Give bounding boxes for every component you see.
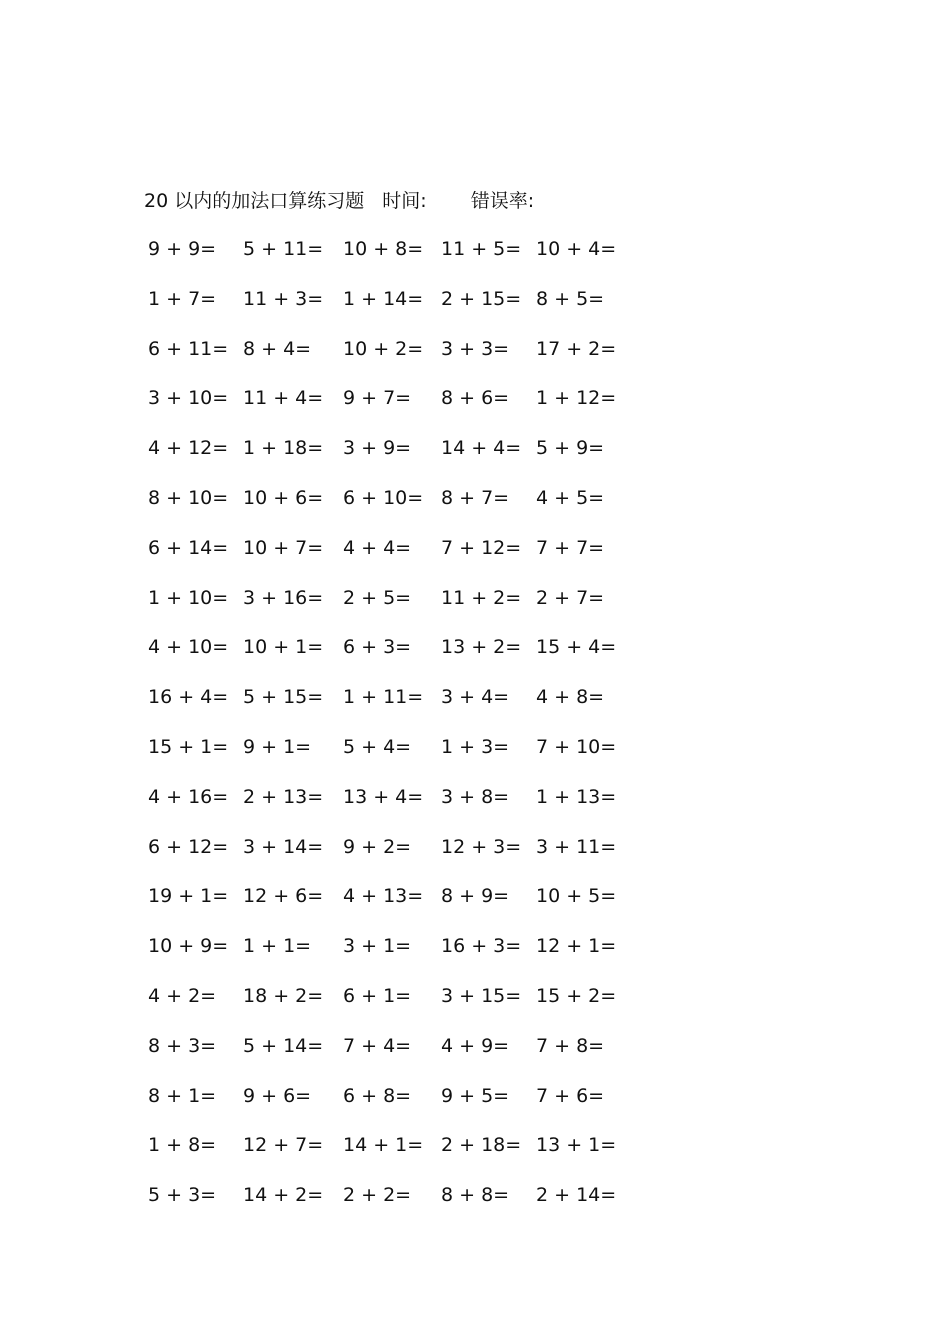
addition-problem: 10 + 4=	[536, 238, 617, 260]
addition-problem: 1 + 18=	[243, 437, 324, 460]
problem-row	[148, 632, 628, 682]
problem-row	[148, 483, 628, 533]
addition-problem: 8 + 7=	[441, 486, 510, 509]
addition-problem: 4 + 13=	[343, 885, 424, 908]
addition-problem: 4 + 10=	[148, 636, 229, 659]
addition-problem: 13 + 2=	[441, 636, 522, 659]
problem-row	[148, 682, 628, 732]
addition-problem: 8 + 8=	[441, 1184, 510, 1207]
addition-problem: 2 + 5=	[343, 586, 412, 609]
addition-problem: 2 + 15=	[441, 287, 522, 310]
addition-problem: 1 + 3=	[441, 735, 510, 758]
time-label: 时间:	[382, 190, 427, 212]
problem-row	[148, 981, 628, 1031]
addition-problem: 1 + 11=	[343, 686, 424, 709]
problem-row	[148, 1130, 628, 1180]
addition-problem: 3 + 9=	[343, 437, 412, 460]
addition-problem: 9 + 7=	[343, 387, 412, 410]
addition-problem: 5 + 3=	[148, 1184, 217, 1207]
addition-problem: 3 + 1=	[343, 935, 412, 958]
addition-problem: 8 + 10=	[148, 486, 229, 509]
problem-row	[148, 832, 628, 882]
problem-grid	[148, 234, 628, 1230]
addition-problem: 17 + 2=	[536, 337, 617, 360]
addition-problem: 15 + 2=	[536, 984, 617, 1007]
addition-problem: 2 + 7=	[536, 586, 605, 609]
addition-problem: 6 + 10=	[343, 486, 424, 509]
addition-problem: 3 + 10=	[148, 387, 229, 410]
worksheet-header	[144, 186, 534, 216]
addition-problem: 6 + 11=	[148, 337, 229, 360]
addition-problem: 2 + 14=	[536, 1184, 617, 1207]
problem-row	[148, 433, 628, 483]
addition-problem: 4 + 8=	[536, 686, 605, 709]
addition-problem: 2 + 18=	[441, 1134, 522, 1157]
addition-problem: 2 + 2=	[343, 1184, 412, 1207]
addition-problem: 14 + 1=	[343, 1134, 424, 1157]
addition-problem: 4 + 9=	[441, 1034, 510, 1057]
addition-problem: 9 + 9=	[148, 238, 217, 260]
addition-problem: 5 + 15=	[243, 686, 324, 709]
addition-problem: 8 + 9=	[441, 885, 510, 908]
addition-problem: 13 + 1=	[536, 1134, 617, 1157]
problem-row	[148, 1081, 628, 1131]
addition-problem: 10 + 6=	[243, 486, 324, 509]
addition-problem: 15 + 1=	[148, 735, 229, 758]
error-rate-label: 错误率:	[470, 190, 535, 212]
addition-problem: 8 + 3=	[148, 1034, 217, 1057]
worksheet-title: 20 以内的加法口算练习题	[144, 190, 365, 212]
addition-problem: 14 + 4=	[441, 437, 522, 460]
addition-problem: 11 + 2=	[441, 586, 522, 609]
addition-problem: 16 + 4=	[148, 686, 229, 709]
addition-problem: 16 + 3=	[441, 935, 522, 958]
addition-problem: 9 + 2=	[343, 835, 412, 858]
addition-problem: 1 + 7=	[148, 287, 217, 310]
addition-problem: 7 + 8=	[536, 1034, 605, 1057]
addition-problem: 9 + 6=	[243, 1084, 312, 1107]
addition-problem: 3 + 15=	[441, 984, 522, 1007]
addition-problem: 1 + 10=	[148, 586, 229, 609]
problem-row	[148, 533, 628, 583]
problem-row	[148, 383, 628, 433]
addition-problem: 5 + 9=	[536, 437, 605, 460]
addition-problem: 6 + 12=	[148, 835, 229, 858]
problem-row	[148, 782, 628, 832]
addition-problem: 6 + 8=	[343, 1084, 412, 1107]
addition-problem: 10 + 7=	[243, 536, 324, 559]
addition-problem: 10 + 9=	[148, 935, 229, 958]
addition-problem: 4 + 5=	[536, 486, 605, 509]
addition-problem: 10 + 5=	[536, 885, 617, 908]
addition-problem: 1 + 8=	[148, 1134, 217, 1157]
addition-problem: 9 + 1=	[243, 735, 312, 758]
addition-problem: 14 + 2=	[243, 1184, 324, 1207]
problem-row	[148, 1031, 628, 1081]
addition-problem: 6 + 1=	[343, 984, 412, 1007]
addition-problem: 7 + 6=	[536, 1084, 605, 1107]
addition-problem: 3 + 4=	[441, 686, 510, 709]
addition-problem: 12 + 6=	[243, 885, 324, 908]
addition-problem: 7 + 4=	[343, 1034, 412, 1057]
problem-row	[148, 931, 628, 981]
addition-problem: 19 + 1=	[148, 885, 229, 908]
addition-problem: 2 + 13=	[243, 785, 324, 808]
addition-problem: 1 + 13=	[536, 785, 617, 808]
addition-problem: 12 + 7=	[243, 1134, 324, 1157]
addition-problem: 12 + 1=	[536, 935, 617, 958]
addition-problem: 3 + 14=	[243, 835, 324, 858]
addition-problem: 7 + 7=	[536, 536, 605, 559]
addition-problem: 3 + 8=	[441, 785, 510, 808]
addition-problem: 5 + 14=	[243, 1034, 324, 1057]
problem-row	[148, 334, 628, 384]
addition-problem: 6 + 3=	[343, 636, 412, 659]
addition-problem: 13 + 4=	[343, 785, 424, 808]
addition-problem: 4 + 2=	[148, 984, 217, 1007]
addition-problem: 5 + 11=	[243, 238, 324, 260]
addition-problem: 11 + 4=	[243, 387, 324, 410]
addition-problem: 12 + 3=	[441, 835, 522, 858]
problem-row	[148, 234, 628, 284]
addition-problem: 11 + 3=	[243, 287, 324, 310]
addition-problem: 4 + 4=	[343, 536, 412, 559]
addition-problem: 4 + 12=	[148, 437, 229, 460]
addition-problem: 15 + 4=	[536, 636, 617, 659]
problem-row	[148, 732, 628, 782]
addition-problem: 4 + 16=	[148, 785, 229, 808]
addition-problem: 11 + 5=	[441, 238, 522, 260]
addition-problem: 3 + 16=	[243, 586, 324, 609]
addition-problem: 6 + 14=	[148, 536, 229, 559]
addition-problem: 1 + 12=	[536, 387, 617, 410]
addition-problem: 3 + 3=	[441, 337, 510, 360]
addition-problem: 8 + 1=	[148, 1084, 217, 1107]
addition-problem: 10 + 2=	[343, 337, 424, 360]
addition-problem: 8 + 5=	[536, 287, 605, 310]
addition-problem: 7 + 12=	[441, 536, 522, 559]
addition-problem: 5 + 4=	[343, 735, 412, 758]
addition-problem: 1 + 1=	[243, 935, 312, 958]
addition-problem: 7 + 10=	[536, 735, 617, 758]
problem-row	[148, 583, 628, 633]
addition-problem: 3 + 11=	[536, 835, 617, 858]
addition-problem: 8 + 6=	[441, 387, 510, 410]
addition-problem: 9 + 5=	[441, 1084, 510, 1107]
problem-row	[148, 1180, 628, 1230]
addition-problem: 18 + 2=	[243, 984, 324, 1007]
problem-row	[148, 881, 628, 931]
addition-problem: 10 + 1=	[243, 636, 324, 659]
addition-problem: 10 + 8=	[343, 238, 424, 260]
addition-problem: 1 + 14=	[343, 287, 424, 310]
problem-row	[148, 284, 628, 334]
addition-problem: 8 + 4=	[243, 337, 312, 360]
